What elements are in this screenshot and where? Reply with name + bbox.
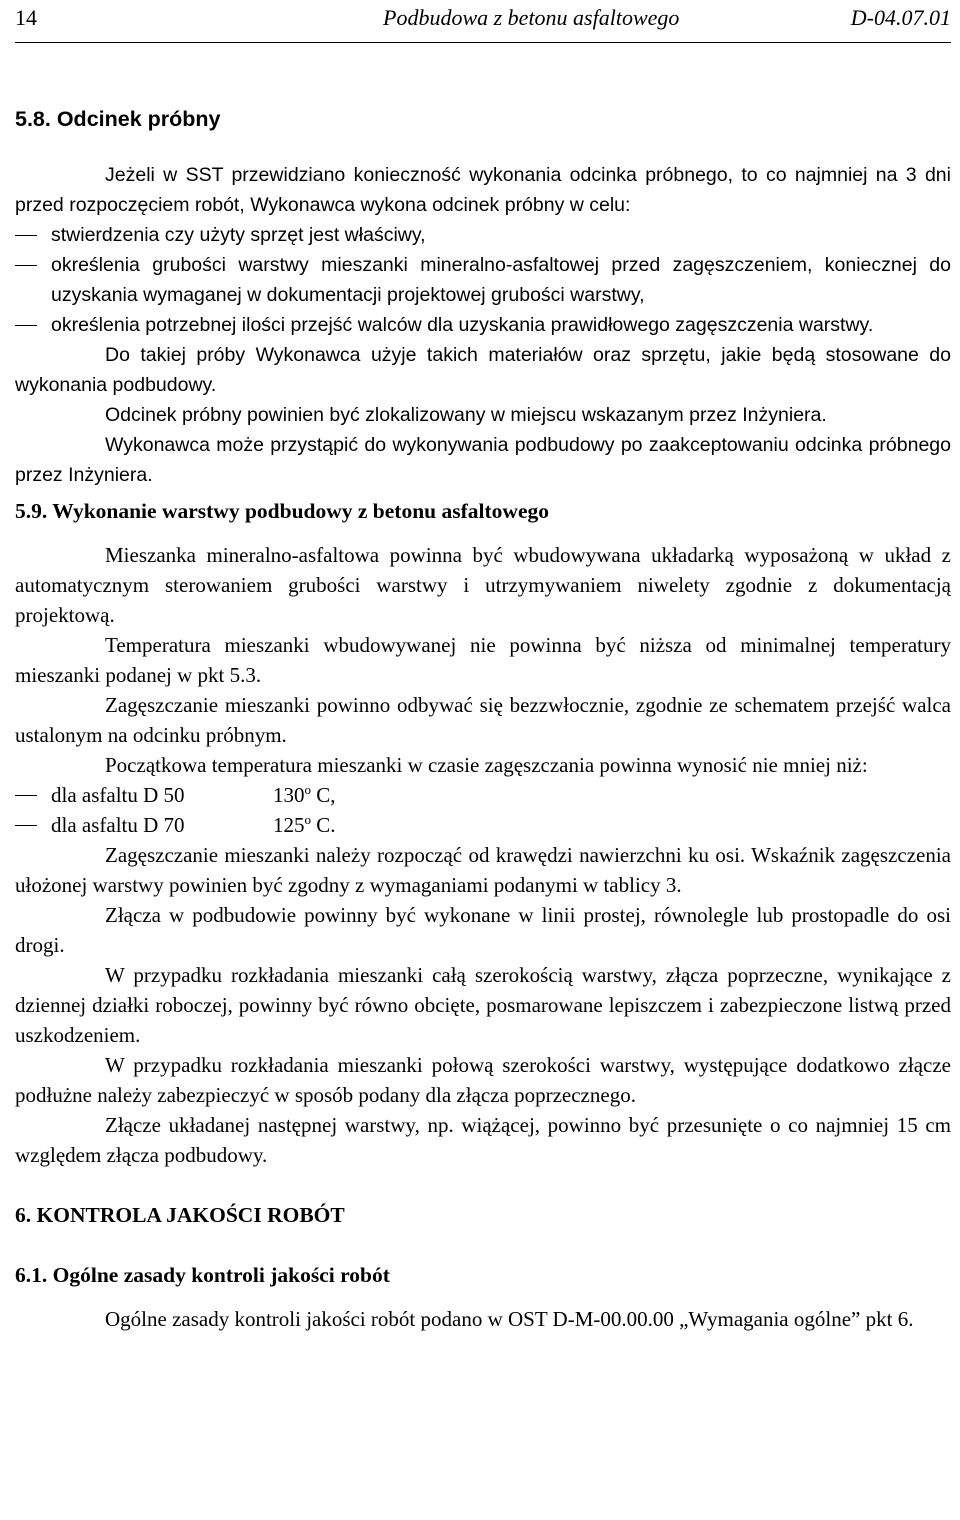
temperature-row: dla asfaltu D 70 125$^o$ C.	[15, 810, 951, 840]
section-5-9-paragraph-1: Mieszanka mineralno-asfaltowa powinna być wbudowywana układarką wyposażoną w układ z automatycznym sterowaniem grubości warstwy i utrzymywaniem niwelety zgodnie z dokumentacją projektową.	[15, 543, 951, 627]
page-header	[15, 3, 951, 33]
section-5-9-heading: 5.9. Wykonanie warstwy podbudowy z betonu asfaltowego	[15, 499, 549, 523]
section-5-9-paragraph-2: Temperatura mieszanki wbudowywanej nie powinna być niższa od minimalnej temperatury mieszanki podanej w pkt 5.3.	[15, 633, 951, 687]
section-5-9-paragraph-7: W przypadku rozkładania mieszanki całą szerokością warstwy, złącza poprzeczne, wynikające z dziennej działki roboczej, powinny być równo obcięte, posmarowane lepiszczem i zabezpieczone listwą przed uszkodzeniem.	[15, 963, 951, 1047]
header-rule	[15, 42, 951, 43]
section-5-9-paragraph-9: Złącze układanej następnej warstwy, np. wiążącej, powinno być przesunięte o co najmniej 15 cm względem złącza podbudowy.	[15, 1113, 951, 1167]
section-5-8-intro: Jeżeli w SST przewidziano konieczność wykonania odcinka próbnego, to co najmniej na 3 dni przed rozpoczęciem robót, Wykonawca wykona odcinek próbny w celu:	[15, 164, 951, 216]
section-6-1-paragraph: Ogólne zasady kontroli jakości robót podano w OST D-M-00.00.00 „Wymagania ogólne” pkt 6.	[105, 1307, 914, 1331]
page-number: 14	[15, 5, 37, 30]
document-body	[15, 104, 951, 1334]
temperature-value: 125$^o$ C.	[273, 812, 336, 837]
list-item: stwierdzenia czy użyty sprzęt jest właściwy,	[51, 224, 426, 246]
section-5-8-heading: 5.8. Odcinek próbny	[15, 107, 221, 131]
list-item: określenia grubości warstwy mieszanki mineralno-asfaltowej przed zagęszczeniem, koniecznej do uzyskania wymaganej w dokumentacji projektowej grubości warstwy,	[51, 254, 951, 306]
section-5-8-paragraph-2: Odcinek próbny powinien być zlokalizowany w miejscu wskazanym przez Inżyniera.	[105, 404, 827, 426]
section-6-1-heading: 6.1. Ogólne zasady kontroli jakości robót	[15, 1263, 390, 1287]
section-5-8-paragraph-1: Do takiej próby Wykonawca użyje takich materiałów oraz sprzętu, jakie będą stosowane do wykonania podbudowy.	[15, 344, 951, 396]
temperature-value: 130$^o$ C,	[273, 782, 336, 807]
document-code: D-04.07.01	[850, 5, 951, 30]
section-5-9-paragraph-4: Początkowa temperatura mieszanki w czasie zagęszczania powinna wynosić nie mniej niż:	[105, 753, 868, 777]
document-title: Podbudowa z betonu asfaltowego	[383, 5, 680, 30]
section-5-9-paragraph-6: Złącza w podbudowie powinny być wykonane w linii prostej, równolegle lub prostopadle do osi drogi.	[15, 903, 951, 957]
section-5-9-paragraph-5: Zagęszczanie mieszanki należy rozpocząć od krawędzi nawierzchni ku osi. Wskaźnik zagęszczenia ułożonej warstwy powinien być zgodny z wymaganiami podanymi w tablicy 3.	[15, 843, 951, 897]
section-6-heading: 6. KONTROLA JAKOŚCI ROBÓT	[15, 1203, 345, 1227]
temperature-row: dla asfaltu D 50 130$^o$ C,	[15, 780, 951, 810]
section-5-9-paragraph-8: W przypadku rozkładania mieszanki połową szerokości warstwy, występujące dodatkowo złącze podłużne należy zabezpieczyć w sposób podany dla złącza poprzecznego.	[15, 1053, 951, 1107]
section-5-8-paragraph-3: Wykonawca może przystąpić do wykonywania podbudowy po zaakceptowaniu odcinka próbnego przez Inżyniera.	[15, 434, 951, 486]
list-item: określenia potrzebnej ilości przejść walców dla uzyskania prawidłowego zagęszczenia warstwy.	[51, 314, 874, 336]
section-5-9-paragraph-3: Zagęszczanie mieszanki powinno odbywać się bezzwłocznie, zgodnie ze schematem przejść walca ustalonym na odcinku próbnym.	[15, 693, 951, 747]
